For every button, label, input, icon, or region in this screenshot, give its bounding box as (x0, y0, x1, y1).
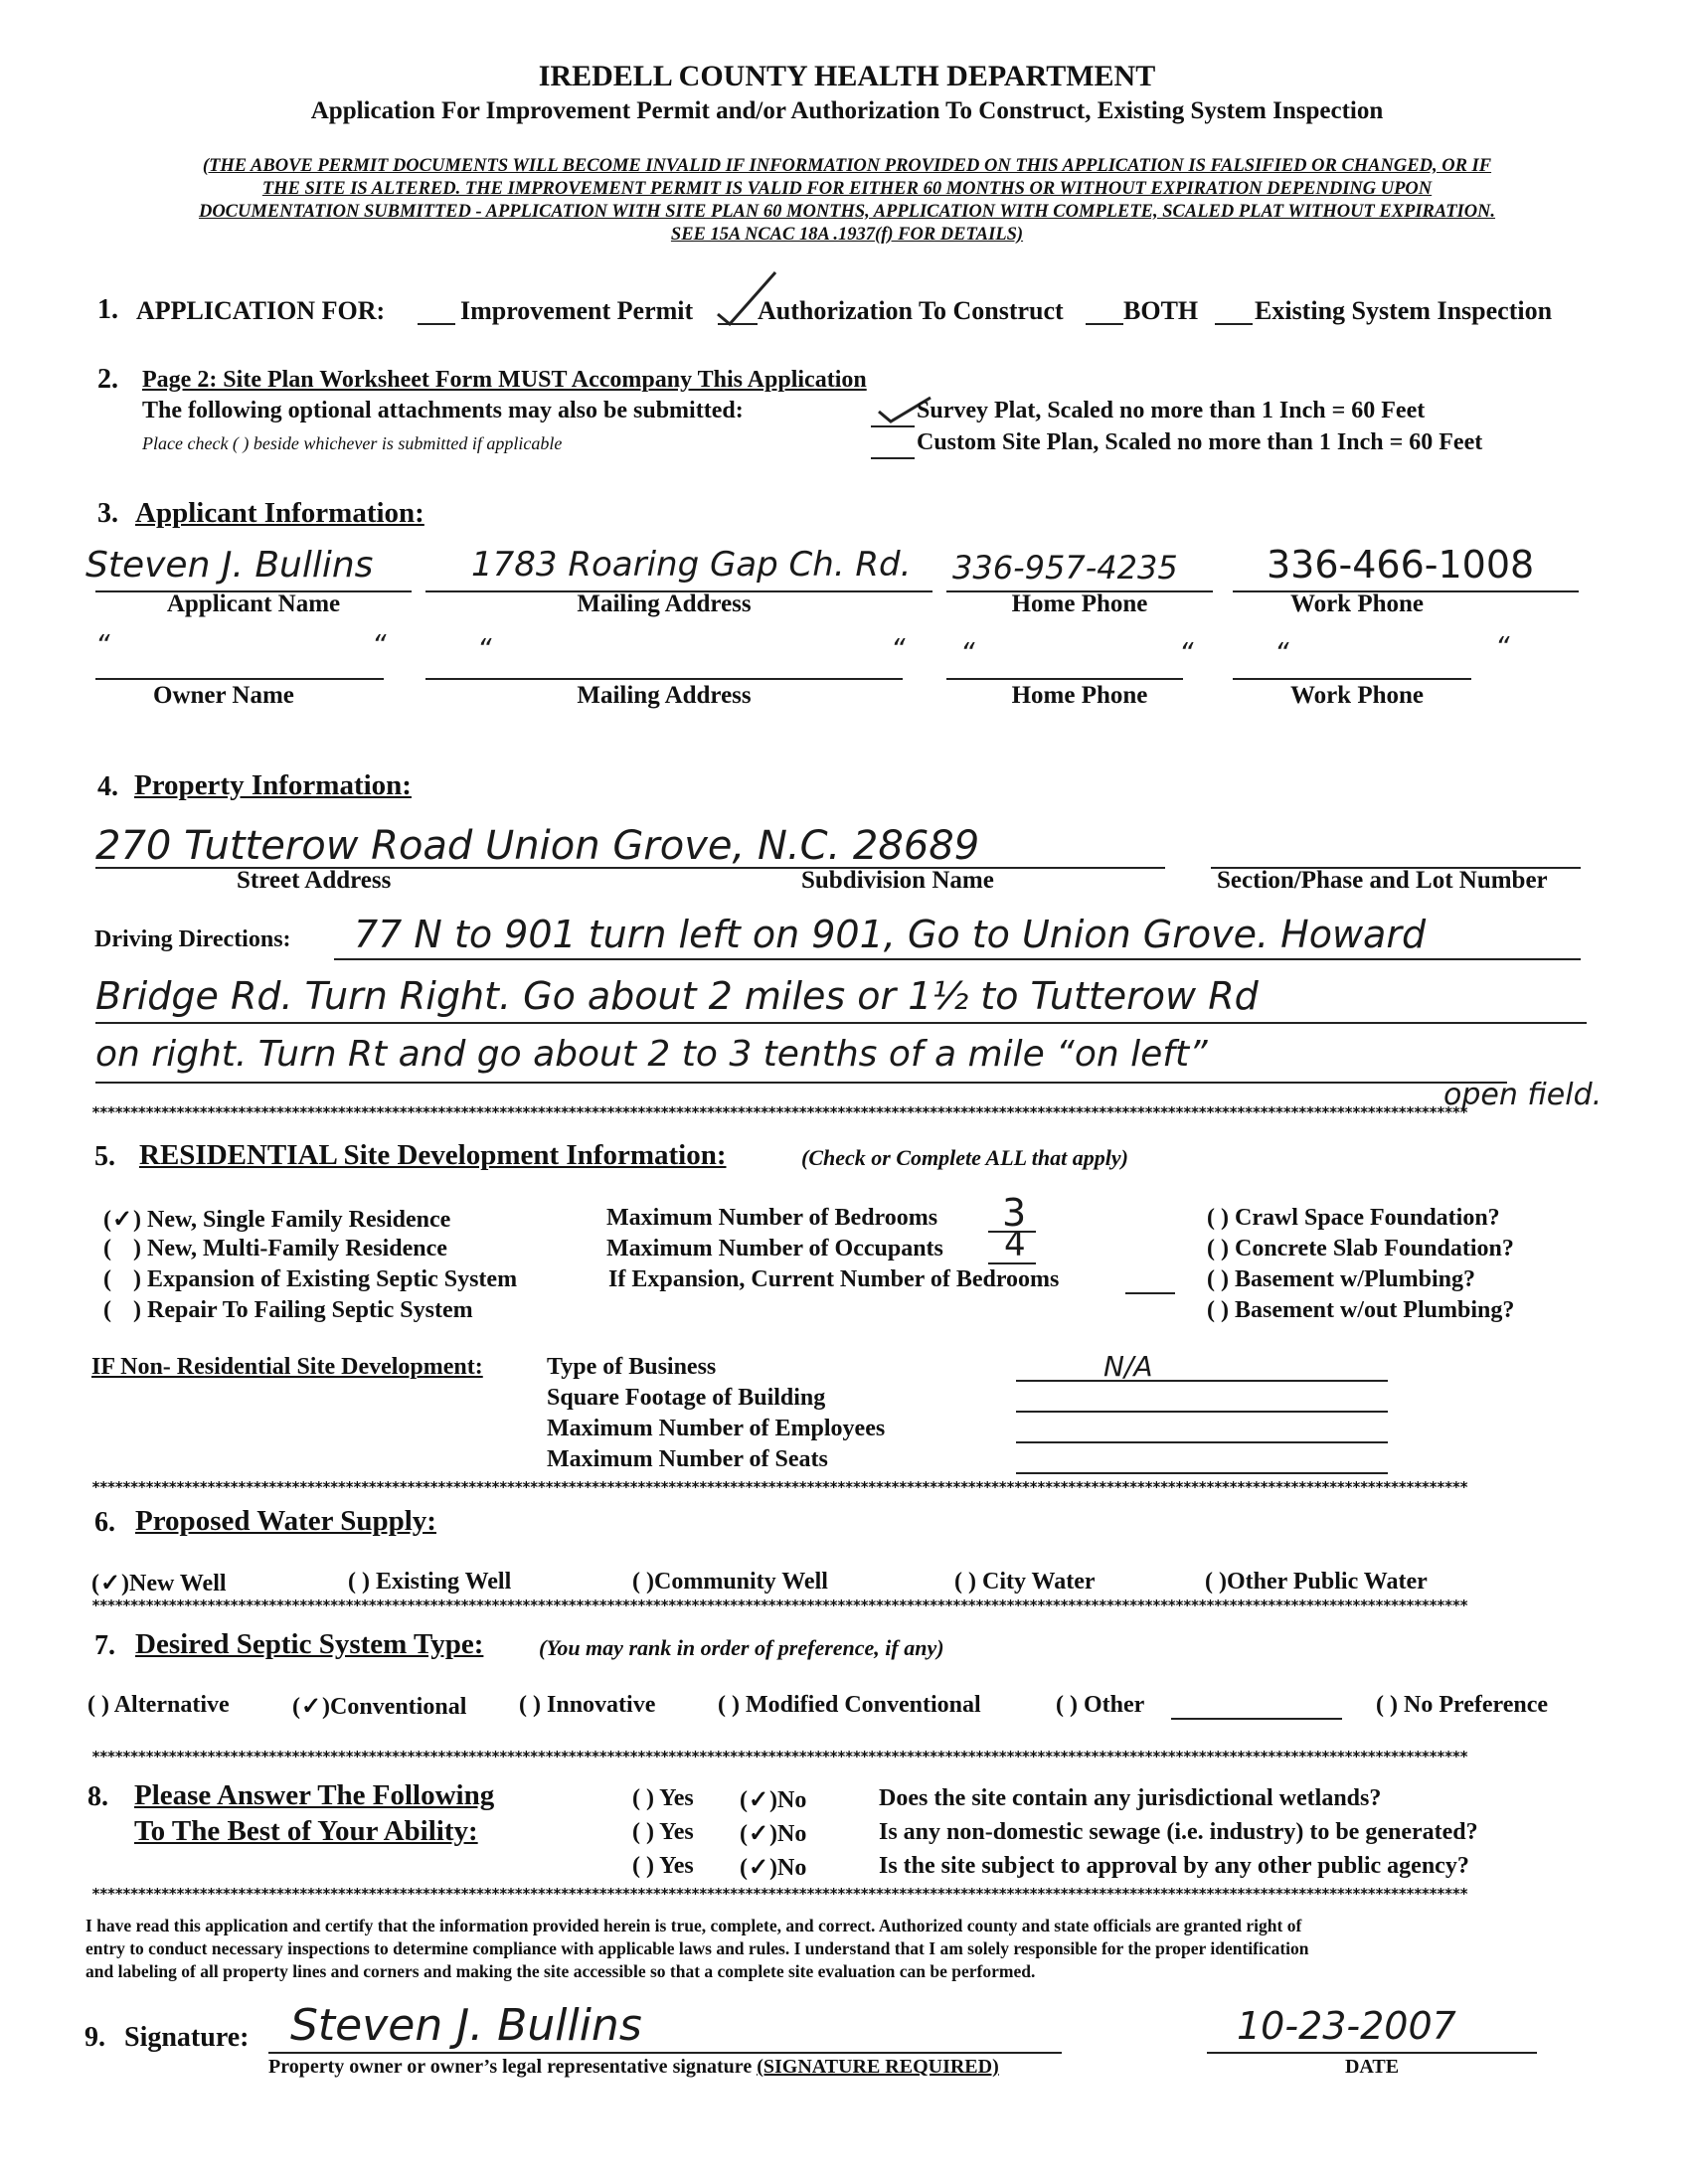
both-option: BOTH (1123, 296, 1199, 325)
answer-title-line-1: Please Answer The Following (134, 1779, 495, 1811)
date-line (1207, 2052, 1537, 2054)
no-label: No (777, 1855, 807, 1881)
repair-option[interactable] (103, 1297, 473, 1324)
sewage-question: Is any non-domestic sewage (i.e. industry) to be generated? (879, 1819, 1478, 1845)
notice-line-3: DOCUMENTATION SUBMITTED - APPLICATION WITH SITE PLAN 60 MONTHS, APPLICATION WITH COMPLETE, SCALED PLAT WITHOUT EXPIRATION. (198, 202, 1496, 222)
checkbox[interactable]: ( ) (348, 1569, 370, 1595)
option-label: Repair To Failing Septic System (147, 1297, 473, 1323)
option-label: Concrete Slab Foundation? (1234, 1236, 1514, 1261)
owner-home-phone-line[interactable] (946, 678, 1183, 680)
checkbox[interactable]: ( ) (718, 1692, 740, 1718)
water-supply-title: Proposed Water Supply: (135, 1505, 436, 1537)
option-label: Modified Conventional (746, 1692, 981, 1718)
certification-line-1: I have read this application and certify that the information provided herein is true, complete, and correct. Authorized county and state officials are granted right of (85, 1916, 1302, 1935)
single-family-option[interactable] (103, 1205, 450, 1234)
street-address-value[interactable]: 270 Tutterow Road Union Grove, N.C. 28689 (95, 823, 980, 869)
option-label: No Preference (1404, 1692, 1549, 1718)
signature-label: Signature: (124, 2022, 250, 2053)
checkbox[interactable]: (✓) (103, 1207, 141, 1233)
checkbox[interactable]: ( ) (87, 1692, 109, 1718)
separator-stars: *********************************************************************************************************************************************************************************** (91, 1598, 1467, 1613)
signature-caption (268, 2056, 999, 2079)
section-5-number: 5. (94, 1141, 115, 1172)
max-employees-label: Maximum Number of Employees (547, 1416, 886, 1441)
answer-title-line-2: To The Best of Your Ability: (134, 1815, 478, 1847)
certification-line-2: entry to conduct necessary inspections to determine compliance with applicable laws and rules. I understand that I am solely responsible for the proper identification (85, 1938, 1309, 1958)
application-for-label: APPLICATION FOR: (136, 296, 386, 325)
type-of-business-label: Type of Business (547, 1354, 717, 1380)
agency-question: Is the site subject to approval by any other public agency? (879, 1853, 1469, 1879)
agency-no[interactable]: (✓)No (740, 1855, 807, 1881)
no-label: No (777, 1821, 807, 1847)
max-occupants-label: Maximum Number of Occupants (606, 1236, 943, 1261)
other-type-line[interactable] (1171, 1718, 1342, 1720)
owner-home-phone-label: Home Phone (1011, 682, 1148, 709)
yes-label: Yes (659, 1785, 694, 1811)
directions-line-1[interactable]: 77 N to 901 turn left on 901, Go to Union Grove. Howard (354, 913, 1427, 956)
section-2-number: 2. (97, 364, 118, 395)
form-subtitle: Application For Improvement Permit and/or Authorization To Construct, Existing System Inspection (310, 97, 1384, 124)
option-label: Conventional (330, 1694, 467, 1720)
separator-stars: *********************************************************************************************************************************************************************************** (91, 1750, 1467, 1764)
checkbox[interactable]: ( ) (1376, 1692, 1398, 1718)
checkmark-icon: ✓ (300, 1694, 322, 1720)
optional-attachments-text: The following optional attachments may also be submitted: (142, 398, 744, 423)
conventional-option[interactable] (292, 1692, 466, 1721)
ditto-mark: “ (1495, 630, 1510, 663)
new-well-option[interactable] (91, 1569, 227, 1597)
applicant-name-label: Applicant Name (166, 590, 341, 617)
option-label: Basement w/Plumbing? (1234, 1266, 1475, 1292)
custom-site-plan-option: Custom Site Plan, Scaled no more than 1 Inch = 60 Feet (917, 429, 1483, 455)
separator-stars: *********************************************************************************************************************************************************************************** (91, 1105, 1467, 1120)
home-phone-label: Home Phone (1011, 590, 1148, 617)
concrete-slab-option[interactable] (1207, 1236, 1514, 1262)
directions-rule-2 (95, 1022, 1587, 1024)
notice-line-2: THE SITE IS ALTERED. THE IMPROVEMENT PERMIT IS VALID FOR EITHER 60 MONTHS OR WITHOUT EXPIRATION DEPENDING UPON (261, 179, 1433, 199)
checkbox[interactable]: ( ) (1207, 1236, 1229, 1261)
checkbox[interactable]: ( ) (103, 1266, 141, 1292)
date-label: DATE (1344, 2056, 1400, 2078)
yes-label: Yes (659, 1819, 694, 1845)
validity-notice (0, 155, 1694, 247)
place-check-note: Place check ( ) beside whichever is submitted if applicable (142, 433, 563, 453)
max-bedrooms-value[interactable]: 3 (1002, 1191, 1027, 1235)
property-info-title: Property Information: (134, 769, 412, 801)
section-9-number: 9. (85, 2022, 105, 2053)
wetlands-no[interactable]: (✓)No (740, 1787, 807, 1813)
septic-type-title: Desired Septic System Type: (135, 1628, 484, 1660)
both-blank[interactable] (1086, 323, 1123, 325)
option-label: New, Multi-Family Residence (147, 1236, 447, 1261)
wetlands-yes[interactable]: ( ) Yes (632, 1785, 694, 1811)
max-occupants-line (988, 1262, 1036, 1264)
date-value[interactable]: 10-23-2007 (1237, 2004, 1456, 2048)
nonresidential-label: IF Non- Residential Site Development: (91, 1354, 483, 1380)
option-label: Other Public Water (1227, 1569, 1428, 1595)
directions-rule-1 (334, 958, 1581, 960)
option-label: Other (1084, 1692, 1145, 1718)
other-option[interactable] (1056, 1692, 1144, 1719)
owner-name-line[interactable] (95, 678, 384, 680)
ditto-mark: “ (477, 632, 492, 665)
section-6-number: 6. (94, 1507, 115, 1538)
residential-title: RESIDENTIAL Site Development Information: (139, 1139, 727, 1171)
sewage-yes[interactable]: ( ) Yes (632, 1819, 694, 1845)
option-label: Innovative (547, 1692, 656, 1718)
ditto-mark: “ (372, 628, 387, 661)
checkbox[interactable]: ( ) (954, 1569, 976, 1595)
section-3-number: 3. (97, 498, 118, 529)
checkbox[interactable]: ( ) (103, 1236, 141, 1261)
owner-mailing-label: Mailing Address (577, 682, 752, 709)
community-well-option[interactable] (632, 1569, 828, 1596)
checkmark-icon: ✓ (748, 1787, 769, 1813)
separator-stars: *********************************************************************************************************************************************************************************** (91, 1480, 1467, 1495)
option-label: New Well (129, 1571, 227, 1596)
max-occupants-value[interactable]: 4 (1004, 1225, 1026, 1264)
max-seats-label: Maximum Number of Seats (547, 1446, 828, 1472)
option-label: Alternative (113, 1692, 230, 1718)
checkbox[interactable]: (✓) (292, 1694, 330, 1720)
ditto-mark: “ (891, 632, 906, 665)
other-public-water-option[interactable] (1205, 1569, 1428, 1596)
checkmark-icon: ✓ (111, 1207, 133, 1233)
applicant-info-title: Applicant Information: (135, 497, 424, 529)
checkbox[interactable]: ( ) (1207, 1266, 1229, 1292)
option-label: Expansion of Existing Septic System (147, 1266, 518, 1292)
no-preference-option[interactable] (1376, 1692, 1548, 1719)
checkbox[interactable]: ( ) (1207, 1297, 1229, 1323)
checkbox[interactable]: ( ) (632, 1569, 654, 1595)
improvement-permit-blank[interactable] (418, 323, 455, 325)
signature-required-text: (SIGNATURE REQUIRED) (757, 2056, 999, 2078)
directions-line-2[interactable]: Bridge Rd. Turn Right. Go about 2 miles or 1½ to Tutterow Rd (95, 974, 1259, 1018)
alternative-option[interactable] (87, 1692, 230, 1719)
current-bedrooms-label: If Expansion, Current Number of Bedrooms (608, 1266, 1060, 1292)
signature-line (268, 2052, 1062, 2054)
innovative-option[interactable] (519, 1692, 655, 1719)
option-label: Community Well (654, 1569, 828, 1595)
authorization-option: Authorization To Construct (758, 296, 1064, 325)
checkbox[interactable]: (✓) (91, 1571, 129, 1596)
checkbox[interactable]: ( ) (103, 1297, 141, 1323)
existing-inspection-option: Existing System Inspection (1255, 296, 1553, 325)
street-address-label: Street Address (237, 867, 392, 894)
certification-text (85, 1915, 1309, 1983)
max-employees-line[interactable] (1016, 1441, 1388, 1443)
yes-label: Yes (659, 1853, 694, 1879)
directions-extra-note: open field. (1443, 1078, 1603, 1112)
multi-family-option[interactable] (103, 1236, 447, 1262)
custom-site-plan-blank[interactable] (871, 457, 915, 459)
septic-type-note: (You may rank in order of preference, if any) (539, 1635, 944, 1660)
improvement-permit-option: Improvement Permit (460, 296, 694, 325)
city-water-option[interactable] (954, 1569, 1096, 1596)
site-plan-requirement: Page 2: Site Plan Worksheet Form MUST Accompany This Application (142, 367, 867, 393)
type-of-business-value[interactable]: N/A (1103, 1350, 1153, 1383)
section-8-number: 8. (87, 1781, 108, 1812)
square-footage-line[interactable] (1016, 1411, 1388, 1413)
checkbox[interactable]: ( ) (1205, 1569, 1227, 1595)
existing-inspection-blank[interactable] (1215, 323, 1253, 325)
ditto-mark: “ (1179, 636, 1194, 669)
no-label: No (777, 1787, 807, 1813)
notice-line-4: SEE 15A NCAC 18A .1937(f) FOR DETAILS) (670, 225, 1024, 245)
ditto-mark: “ (960, 636, 975, 669)
mailing-address-value[interactable]: 1783 Roaring Gap Ch. Rd. (471, 545, 912, 585)
ditto-mark: “ (1274, 636, 1289, 669)
work-phone-label: Work Phone (1289, 590, 1425, 617)
option-label: City Water (982, 1569, 1096, 1595)
basement-no-plumbing-option[interactable] (1207, 1297, 1514, 1324)
checkbox[interactable]: ( ) (519, 1692, 541, 1718)
section-1-number: 1. (97, 294, 118, 325)
checkmark-icon: ✓ (748, 1821, 769, 1847)
mailing-address-label: Mailing Address (577, 590, 752, 617)
applicant-name-value[interactable]: Steven J. Bullins (85, 545, 374, 586)
residential-note: (Check or Complete ALL that apply) (801, 1145, 1128, 1170)
signature-caption-text: Property owner or owner’s legal representative signature (268, 2056, 758, 2078)
notice-line-1: (THE ABOVE PERMIT DOCUMENTS WILL BECOME INVALID IF INFORMATION PROVIDED ON THIS APPLICATION IS FALSIFIED OR CHANGED, OR IF (202, 156, 1492, 176)
subdivision-label: Subdivision Name (801, 867, 994, 894)
checkmark-icon: ✓ (99, 1571, 121, 1596)
survey-plat-blank[interactable] (871, 425, 915, 427)
work-phone-value[interactable]: 336-466-1008 (1267, 543, 1535, 587)
owner-work-phone-line[interactable] (1233, 678, 1471, 680)
sewage-no[interactable]: (✓)No (740, 1821, 807, 1847)
home-phone-value[interactable]: 336-957-4235 (952, 549, 1178, 587)
checkbox[interactable]: ( ) (1056, 1692, 1078, 1718)
agency-yes[interactable]: ( ) Yes (632, 1853, 694, 1879)
square-footage-label: Square Footage of Building (547, 1385, 826, 1411)
option-label: Existing Well (376, 1569, 512, 1595)
owner-mailing-line[interactable] (425, 678, 903, 680)
section-7-number: 7. (94, 1630, 115, 1661)
option-label: Basement w/out Plumbing? (1234, 1297, 1515, 1323)
directions-rule-3 (95, 1082, 1507, 1084)
basement-plumbing-option[interactable] (1207, 1266, 1475, 1293)
certification-line-3: and labeling of all property lines and corners and making the site accessible so that a complete site evaluation can be performed. (85, 1961, 1036, 1981)
crawl-space-option[interactable] (1207, 1205, 1500, 1232)
section-4-number: 4. (97, 771, 118, 802)
ditto-mark: “ (95, 628, 110, 661)
existing-well-option[interactable] (348, 1569, 511, 1596)
survey-plat-option: Survey Plat, Scaled no more than 1 Inch = 60 Feet (917, 398, 1426, 423)
max-seats-line[interactable] (1016, 1472, 1388, 1474)
type-of-business-line (1016, 1380, 1388, 1382)
option-label: New, Single Family Residence (147, 1207, 451, 1233)
wetlands-question: Does the site contain any jurisdictional wetlands? (879, 1785, 1382, 1811)
section-lot-label: Section/Phase and Lot Number (1217, 867, 1548, 894)
current-bedrooms-line[interactable] (1125, 1292, 1175, 1294)
modified-conventional-option[interactable] (718, 1692, 981, 1719)
checkbox[interactable]: ( ) (1207, 1205, 1229, 1231)
checkmark-icon: ✓ (748, 1855, 769, 1881)
owner-work-phone-label: Work Phone (1289, 682, 1425, 709)
driving-directions-label: Driving Directions: (94, 926, 291, 952)
separator-stars: *********************************************************************************************************************************************************************************** (91, 1887, 1467, 1902)
form-title: IREDELL COUNTY HEALTH DEPARTMENT (538, 60, 1156, 92)
option-label: Crawl Space Foundation? (1234, 1205, 1500, 1231)
expansion-option[interactable] (103, 1266, 517, 1293)
owner-name-label: Owner Name (153, 682, 294, 709)
max-bedrooms-label: Maximum Number of Bedrooms (606, 1205, 938, 1231)
signature-value[interactable]: Steven J. Bullins (290, 2000, 642, 2051)
directions-line-3[interactable]: on right. Turn Rt and go about 2 to 3 tenths of a mile “on left” (95, 1034, 1208, 1075)
